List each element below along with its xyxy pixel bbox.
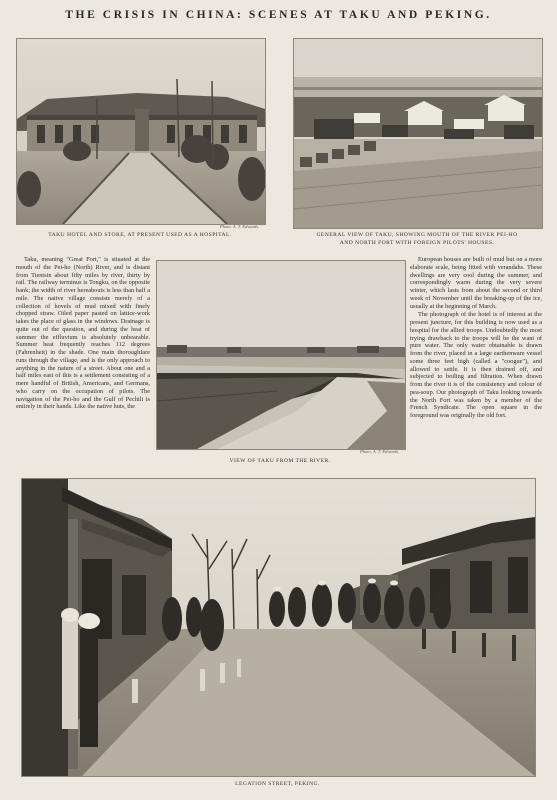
taku-river-image [157,261,405,449]
photo-general-view-taku [293,38,543,229]
legation-street-image [22,479,535,776]
general-view-taku-image [294,39,542,228]
photo-taku-hotel [16,38,266,225]
photo-legation-street [21,478,536,777]
article-right-text-1: European houses are built of mud but on a more elaborate scale, being fitted with verandahs. These dwellings are very cool during the summer, and correspondingly warm during the very severe winter, which lasts from about the second or third week of November until the breaking-up of the ice, usually at the beginning of March. [410,256,542,310]
taku-hotel-image [17,39,265,224]
photo-credit-river: Photo. A. T. Edwards. [360,449,400,454]
caption-general-view-line2: AND NORTH FORT WITH FOREIGN PILOTS' HOUSES. [339,240,495,246]
photo-taku-from-river [156,260,406,450]
caption-legation-street: LEGATION STREET, PEKING. [235,781,320,787]
article-right-text-2: The photograph of the hotel is of interest at the present juncture, for this building is now used as a hospital for the allied troops. Undoubtedly the most trying drawback to the troops will be the want of pure water. The only water obtainable is drawn from the river, placed in a large earthenware vessel some three feet high (called a "coogue"), and allowed to settle. It is then drained off, and subjected to boiling and filtration. When drawn from the river it is of the consistency and colour of pea-soup. Our photograph of Taku looking towards the North Fort was taken by a member of the French Syndicate. The open square in the foreground was originally the old fort. [410,311,542,419]
photo-credit-hotel: Photo. A. T. Edwards. [220,224,260,229]
article-left-text: Taku, meaning "Great Fort," is situated at the mouth of the Pei-ho (North) River, and is distant from Tientsin about fifty miles by river, thirty by rail. The railway terminus is Tongku, on the opposite bank; the width of river hereabouts is less than half a mile. The native village consists merely of a collection of hovels of mud mixed with finely chopped straw. Oiled paper pasted on lattice-work takes the place of glass in the windows. Drainage is quite out of the question, and during the heat of summer the effluvium is absolutely unbearable. Summer heat frequently reaches 112 degrees (Fahrenheit) in the shade. One main thoroughfare runs through the village, and is the only approach to anything in the nature of a street. About one and a half miles east of this is a settlement consisting of a mere handful of British, Americans, and Germans, who carry on the occupation of pilots. The navigation of the Pei-ho and the Gulf of Pechili is entirely in their hands. Like the native huts, the [16,256,150,411]
article-right-column [410,256,542,420]
caption-taku-hotel: TAKU HOTEL AND STORE, AT PRESENT USED AS A HOSPITAL. [48,232,232,238]
page-headline: THE CRISIS IN CHINA: SCENES AT TAKU AND PEKING. [65,9,492,21]
caption-general-view-line1: GENERAL VIEW OF TAKU, SHOWING MOUTH OF THE RIVER PEI-HO [316,232,518,238]
caption-taku-from-river: VIEW OF TAKU FROM THE RIVER. [229,458,331,464]
article-left-column [16,256,150,411]
